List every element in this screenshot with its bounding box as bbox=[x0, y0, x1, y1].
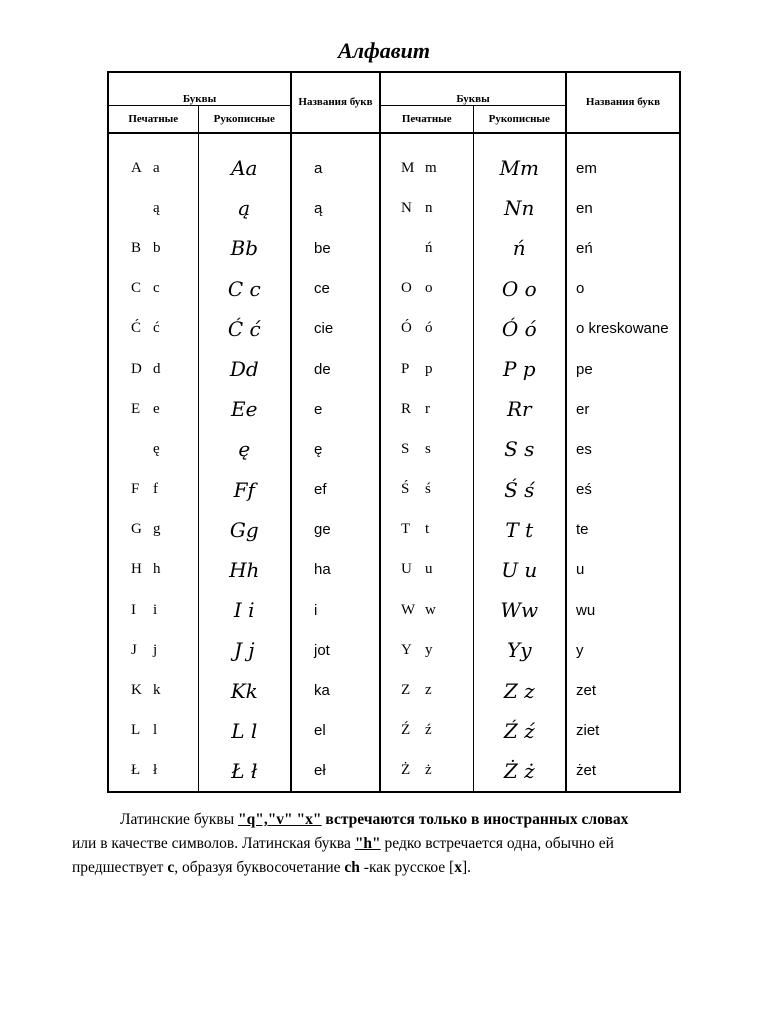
uppercase-letter: Ł bbox=[131, 762, 141, 779]
lowercase-letter: z bbox=[425, 682, 432, 699]
uppercase-letter: R bbox=[401, 400, 412, 417]
uppercase-letter: K bbox=[131, 682, 142, 699]
table-row bbox=[108, 470, 680, 510]
lowercase-letter: k bbox=[153, 682, 161, 699]
names-header-left: Названия букв bbox=[291, 72, 380, 133]
printed-letter-cell bbox=[108, 470, 198, 510]
handwritten-letter: Yy bbox=[473, 630, 566, 670]
handwritten-letter: Dd bbox=[198, 349, 291, 389]
lowercase-letter: ć bbox=[153, 320, 160, 337]
printed-letter-cell bbox=[108, 349, 198, 389]
uppercase-letter: I bbox=[131, 601, 136, 618]
uppercase-letter: A bbox=[131, 159, 142, 176]
printed-letter-cell bbox=[380, 470, 473, 510]
letter-name: a bbox=[291, 148, 380, 188]
handwritten-letter: Ee bbox=[198, 389, 291, 429]
handwritten-letter: S s bbox=[473, 429, 566, 469]
uppercase-letter: P bbox=[401, 360, 410, 377]
lowercase-letter: b bbox=[153, 239, 161, 256]
lowercase-letter: r bbox=[425, 400, 430, 417]
printed-letter-cell bbox=[380, 349, 473, 389]
printed-letter-cell bbox=[108, 429, 198, 469]
handwritten-letter: Ó ó bbox=[473, 309, 566, 349]
printed-letter-cell bbox=[380, 269, 473, 309]
uppercase-letter: U bbox=[401, 561, 412, 578]
lowercase-letter: c bbox=[153, 280, 160, 297]
table-row bbox=[108, 148, 680, 188]
letter-name: el bbox=[291, 711, 380, 751]
printed-letter-cell bbox=[380, 389, 473, 429]
handwritten-letter: U u bbox=[473, 550, 566, 590]
lowercase-letter: d bbox=[153, 360, 161, 377]
letter-name: żet bbox=[566, 751, 680, 792]
letter-name: jot bbox=[291, 630, 380, 670]
note-line-3: предшествует c, образуя буквосочетание ch -как русское [x]. bbox=[72, 859, 471, 876]
handwritten-letter: Rr bbox=[473, 389, 566, 429]
uppercase-letter: Y bbox=[401, 641, 412, 658]
letter-name: pe bbox=[566, 349, 680, 389]
letter-name: te bbox=[566, 510, 680, 550]
printed-letter-cell bbox=[380, 711, 473, 751]
letter-name: em bbox=[566, 148, 680, 188]
letter-name: ę bbox=[291, 429, 380, 469]
table-row bbox=[108, 751, 680, 792]
handwritten-letter: Ł ł bbox=[198, 751, 291, 792]
table-row bbox=[108, 349, 680, 389]
uppercase-letter: M bbox=[401, 159, 415, 176]
letter-name: er bbox=[566, 389, 680, 429]
letter-name: eń bbox=[566, 228, 680, 268]
printed-letter-cell bbox=[108, 590, 198, 630]
lowercase-letter: e bbox=[153, 400, 160, 417]
printed-header-left: Печатные bbox=[108, 106, 198, 134]
table-row bbox=[108, 188, 680, 228]
letter-name: be bbox=[291, 228, 380, 268]
page-title: Алфавит bbox=[338, 38, 430, 63]
letter-name: y bbox=[566, 630, 680, 670]
table-row bbox=[108, 510, 680, 550]
table-row bbox=[108, 630, 680, 670]
lowercase-letter: ą bbox=[153, 199, 160, 216]
letter-name: ą bbox=[291, 188, 380, 228]
printed-letter-cell bbox=[380, 630, 473, 670]
alphabet-table bbox=[107, 71, 681, 793]
printed-letter-cell bbox=[380, 188, 473, 228]
table-row bbox=[108, 429, 680, 469]
handwritten-letter: Ć ć bbox=[198, 309, 291, 349]
table-row bbox=[108, 228, 680, 268]
uppercase-letter: Ź bbox=[401, 722, 411, 739]
uppercase-letter: N bbox=[401, 199, 412, 216]
printed-letter-cell bbox=[380, 670, 473, 710]
letter-name: cie bbox=[291, 309, 380, 349]
lowercase-letter: h bbox=[153, 561, 161, 578]
table-row bbox=[108, 309, 680, 349]
printed-letter-cell bbox=[108, 510, 198, 550]
handwritten-letter: T t bbox=[473, 510, 566, 550]
handwritten-letter: J j bbox=[198, 630, 291, 670]
printed-letter-cell bbox=[108, 228, 198, 268]
handwritten-letter: C c bbox=[198, 269, 291, 309]
lowercase-letter: m bbox=[425, 159, 437, 176]
lowercase-letter: u bbox=[425, 561, 433, 578]
handwritten-letter: Mm bbox=[473, 148, 566, 188]
letter-name: de bbox=[291, 349, 380, 389]
printed-letter-cell bbox=[108, 188, 198, 228]
table-row bbox=[108, 711, 680, 751]
letter-name: i bbox=[291, 590, 380, 630]
printed-letter-cell bbox=[108, 269, 198, 309]
handwritten-letter: ń bbox=[473, 228, 566, 268]
lowercase-letter: i bbox=[153, 601, 158, 618]
printed-letter-cell bbox=[380, 148, 473, 188]
letter-name: ha bbox=[291, 550, 380, 590]
handwritten-letter: ę bbox=[198, 429, 291, 469]
lowercase-letter: g bbox=[153, 521, 161, 538]
uppercase-letter: G bbox=[131, 521, 142, 538]
printed-letter-cell bbox=[108, 630, 198, 670]
lowercase-letter: f bbox=[153, 481, 158, 498]
printed-letter-cell bbox=[380, 751, 473, 792]
printed-letter-cell bbox=[108, 670, 198, 710]
lowercase-letter: ń bbox=[425, 239, 433, 256]
handwritten-letter: Aa bbox=[198, 148, 291, 188]
letter-name: ge bbox=[291, 510, 380, 550]
table-row bbox=[108, 389, 680, 429]
letter-name: ziet bbox=[566, 711, 680, 751]
letter-name: wu bbox=[566, 590, 680, 630]
printed-letter-cell bbox=[108, 389, 198, 429]
alphabet-note bbox=[72, 808, 722, 880]
letter-name: en bbox=[566, 188, 680, 228]
printed-letter-cell bbox=[380, 309, 473, 349]
letter-name: ce bbox=[291, 269, 380, 309]
lowercase-letter: ó bbox=[425, 320, 433, 337]
letter-name: ef bbox=[291, 470, 380, 510]
uppercase-letter: Z bbox=[401, 682, 411, 699]
lowercase-letter: j bbox=[153, 641, 158, 658]
table-row bbox=[108, 590, 680, 630]
lowercase-letter: w bbox=[425, 601, 436, 618]
lowercase-letter: p bbox=[425, 360, 433, 377]
note-line-1: Латинские буквы "q","v" "x" встречаются только в иностранных словах bbox=[120, 811, 629, 828]
letter-name: ka bbox=[291, 670, 380, 710]
uppercase-letter: D bbox=[131, 360, 142, 377]
note-letter-h: "h" bbox=[354, 835, 381, 852]
printed-letter-cell bbox=[108, 751, 198, 792]
handwritten-letter: Gg bbox=[198, 510, 291, 550]
lowercase-letter: t bbox=[425, 521, 430, 538]
handwritten-letter: Hh bbox=[198, 550, 291, 590]
letter-name: e bbox=[291, 389, 380, 429]
table-row bbox=[108, 670, 680, 710]
uppercase-letter: T bbox=[401, 521, 411, 538]
letter-name: zet bbox=[566, 670, 680, 710]
printed-letter-cell bbox=[380, 228, 473, 268]
letter-name: o kreskowane bbox=[566, 309, 680, 349]
letters-header-right: Буквы bbox=[380, 72, 566, 106]
lowercase-letter: ż bbox=[425, 762, 432, 779]
printed-letter-cell bbox=[380, 510, 473, 550]
letter-name: eś bbox=[566, 470, 680, 510]
printed-letter-cell bbox=[380, 590, 473, 630]
handwritten-letter: Ff bbox=[198, 470, 291, 510]
uppercase-letter: F bbox=[131, 481, 140, 498]
uppercase-letter: J bbox=[131, 641, 137, 658]
lowercase-letter: o bbox=[425, 280, 433, 297]
handwritten-letter: Ww bbox=[473, 590, 566, 630]
printed-letter-cell bbox=[108, 711, 198, 751]
uppercase-letter: E bbox=[131, 400, 141, 417]
printed-letter-cell bbox=[108, 550, 198, 590]
lowercase-letter: a bbox=[153, 159, 160, 176]
note-line-2: или в качестве символов. Латинская буква "h" редко встречается одна, обычно ей bbox=[72, 835, 614, 852]
handwritten-letter: Ż ż bbox=[473, 751, 566, 792]
uppercase-letter: Ó bbox=[401, 320, 412, 337]
uppercase-letter: W bbox=[401, 601, 416, 618]
handwritten-letter: Z z bbox=[473, 670, 566, 710]
handwritten-letter: Nn bbox=[473, 188, 566, 228]
uppercase-letter: O bbox=[401, 280, 412, 297]
table-row bbox=[108, 550, 680, 590]
table-row bbox=[108, 269, 680, 309]
printed-header-right: Печатные bbox=[380, 106, 473, 134]
letters-header-left: Буквы bbox=[108, 72, 291, 106]
uppercase-letter: C bbox=[131, 280, 142, 297]
letter-name: o bbox=[566, 269, 680, 309]
lowercase-letter: y bbox=[425, 641, 433, 658]
handwritten-letter: Kk bbox=[198, 670, 291, 710]
uppercase-letter: Ś bbox=[401, 481, 410, 498]
lowercase-letter: s bbox=[425, 440, 431, 457]
handwritten-letter: L l bbox=[198, 711, 291, 751]
uppercase-letter: L bbox=[131, 722, 141, 739]
uppercase-letter: Ż bbox=[401, 762, 411, 779]
uppercase-letter: B bbox=[131, 239, 142, 256]
lowercase-letter: n bbox=[425, 199, 433, 216]
lowercase-letter: ę bbox=[153, 440, 160, 457]
handwritten-letter: P p bbox=[473, 349, 566, 389]
uppercase-letter: H bbox=[131, 561, 142, 578]
handwritten-letter: Ś ś bbox=[473, 470, 566, 510]
lowercase-letter: ź bbox=[425, 722, 432, 739]
handwritten-letter: O o bbox=[473, 269, 566, 309]
lowercase-letter: ł bbox=[153, 762, 158, 779]
letter-name: es bbox=[566, 429, 680, 469]
uppercase-letter: Ć bbox=[131, 320, 142, 337]
lowercase-letter: ś bbox=[425, 481, 431, 498]
lowercase-letter: l bbox=[153, 722, 158, 739]
printed-letter-cell bbox=[108, 148, 198, 188]
handwritten-letter: Bb bbox=[198, 228, 291, 268]
names-header-right: Названия букв bbox=[566, 72, 680, 133]
letter-name: eł bbox=[291, 751, 380, 792]
printed-letter-cell bbox=[108, 309, 198, 349]
printed-letter-cell bbox=[380, 550, 473, 590]
handwritten-letter: I i bbox=[198, 590, 291, 630]
note-letters-qvx: "q","v" "x" bbox=[238, 811, 322, 828]
letter-name: u bbox=[566, 550, 680, 590]
handwritten-header-left: Рукописные bbox=[198, 106, 291, 134]
uppercase-letter: S bbox=[401, 440, 410, 457]
handwritten-header-right: Рукописные bbox=[473, 106, 566, 134]
printed-letter-cell bbox=[380, 429, 473, 469]
handwritten-letter: Ź ź bbox=[473, 711, 566, 751]
handwritten-letter: ą bbox=[198, 188, 291, 228]
